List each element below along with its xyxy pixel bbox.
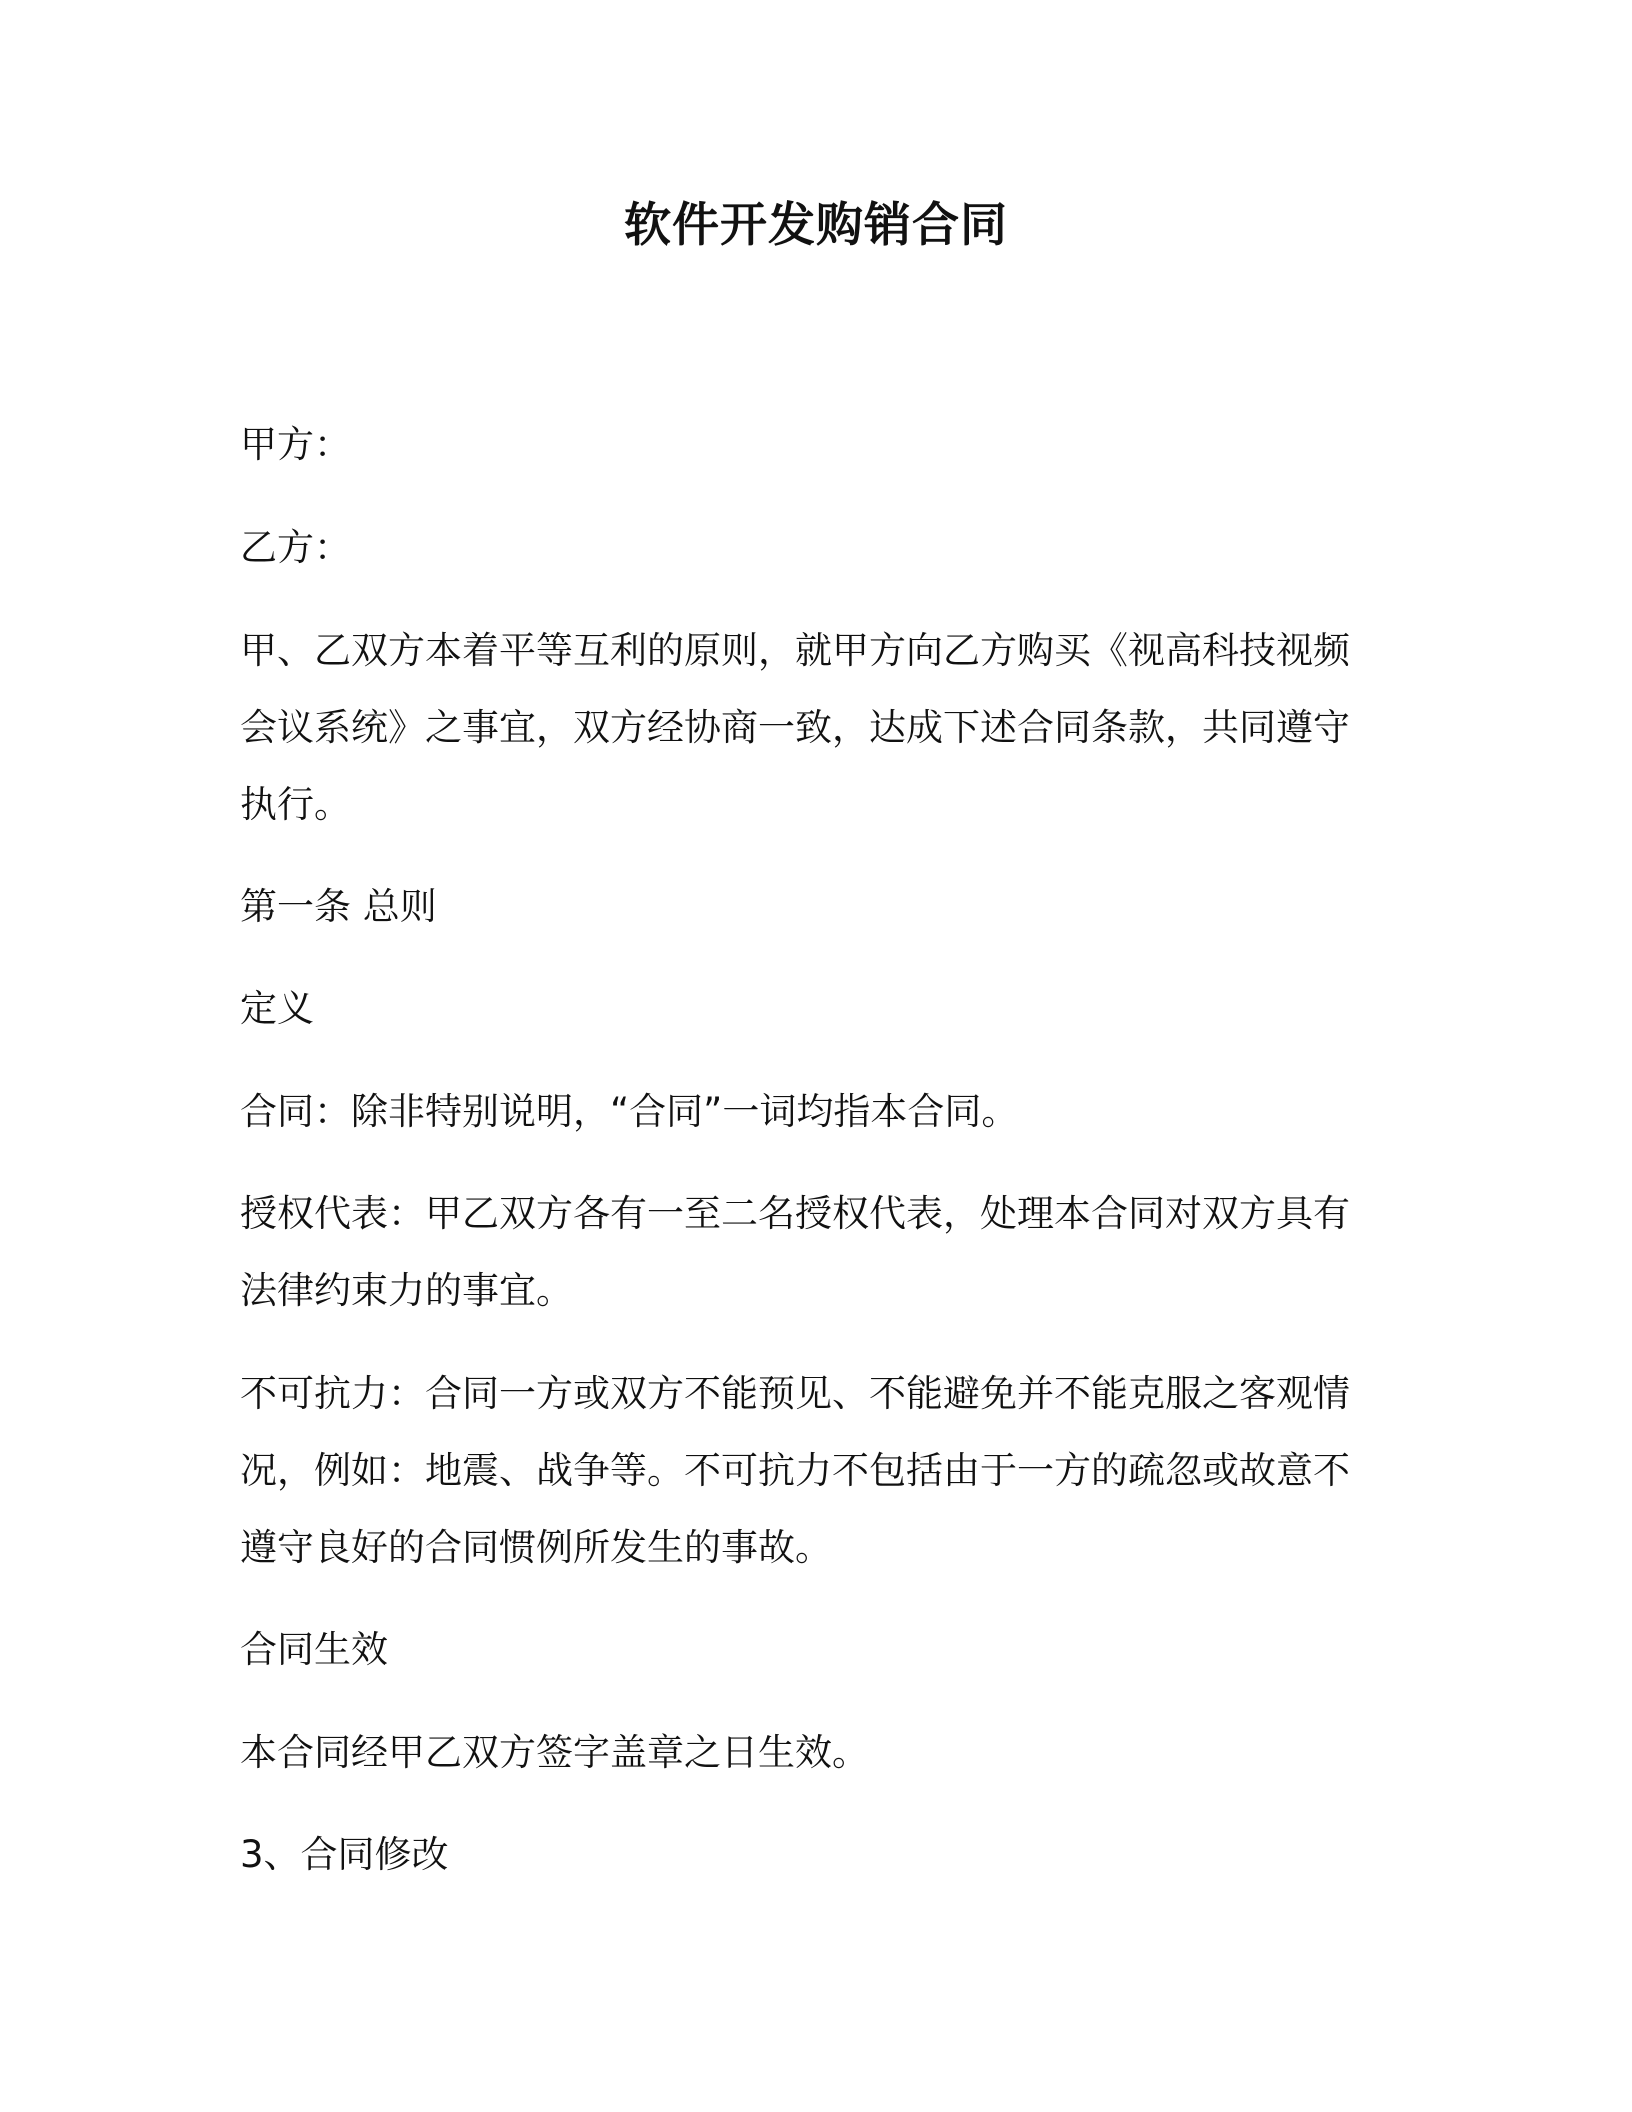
effectiveness-heading: 合同生效 xyxy=(240,1628,388,1671)
definition-contract: 合同：除非特别说明，“合同”一词均指本合同。 xyxy=(240,1090,1019,1133)
intro-paragraph: 甲、乙双方本着平等互利的原则，就甲方向乙方购买《视高科技视频 会议系统》之事宜，双方经协商一致，达成下述合同条款，共同遵守 执行。 xyxy=(240,629,1350,826)
article-1-heading: 第一条 总则 xyxy=(240,885,437,928)
party-b-label: 乙方： xyxy=(240,526,351,569)
definition-authorized-representative: 授权代表：甲乙双方各有一至二名授权代表，处理本合同对双方具有 法律约束力的事宜。 xyxy=(240,1192,1350,1312)
document-title: 软件开发购销合同 xyxy=(624,198,1008,253)
modification-heading: 3、合同修改 xyxy=(240,1833,449,1876)
effectiveness-text: 本合同经甲乙双方签字盖章之日生效。 xyxy=(240,1731,869,1774)
party-a-label: 甲方： xyxy=(240,423,351,466)
definition-force-majeure: 不可抗力：合同一方或双方不能预见、不能避免并不能克服之客观情 况，例如：地震、战争等。不可抗力不包括由于一方的疏忽或故意不 遵守良好的合同惯例所发生的事故。 xyxy=(240,1372,1350,1569)
definitions-heading: 定义 xyxy=(240,987,314,1030)
